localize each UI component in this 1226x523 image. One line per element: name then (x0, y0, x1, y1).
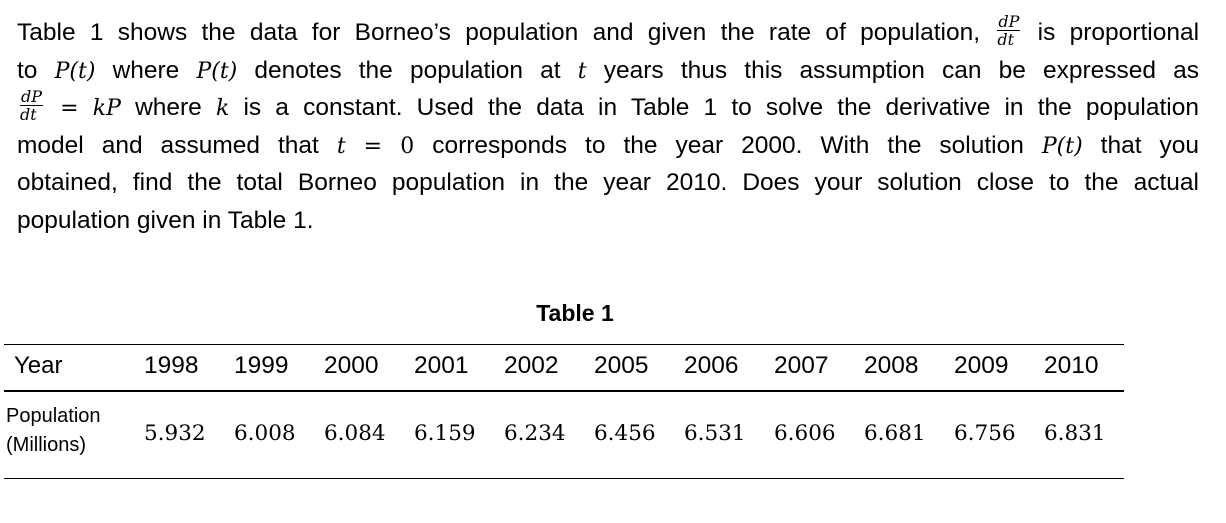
text: where (135, 94, 202, 121)
math-t: t (577, 58, 587, 84)
table-bottom-rule (4, 478, 1124, 479)
math-k: k (215, 96, 230, 121)
population-row (144, 421, 1134, 446)
text: corresponds to the year 2000. With the solution (432, 131, 1024, 159)
fraction-denominator: dt (997, 30, 1015, 50)
population-cell: 6.008 (234, 421, 296, 446)
text: where (112, 56, 180, 84)
year-cell: 2006 (684, 352, 739, 379)
year-row (144, 352, 1134, 380)
population-cell: 6.606 (774, 421, 836, 446)
year-cell: 2001 (414, 352, 469, 379)
table-top-rule (4, 344, 1124, 345)
text: years thus this assumption can be expressed as (603, 56, 1200, 84)
population-label-line: Population (6, 405, 101, 427)
text: is proportional (1037, 19, 1200, 46)
fraction-numerator: dP (998, 12, 1020, 32)
table-caption: Table 1 (536, 300, 614, 326)
population-cell: 6.159 (414, 421, 476, 446)
year-cell: 2007 (774, 352, 829, 379)
population-cell: 6.456 (594, 421, 656, 446)
math-p-of-t: P(t) (54, 58, 96, 84)
math-equals-zero: = 0 (363, 133, 415, 159)
year-cell: 2008 (864, 352, 919, 379)
text: to (17, 56, 38, 84)
year-cell: 2010 (1044, 352, 1099, 379)
line-5: obtained, find the total Borneo population in the year 2010. Does your solution close to the actual (17, 169, 1199, 196)
problem-statement (17, 14, 1199, 239)
math-p-of-t: P(t) (1041, 133, 1083, 159)
derivative-fraction (20, 88, 43, 123)
text: denotes the population at (254, 56, 561, 84)
text: that you (1100, 131, 1200, 159)
year-cell: 1999 (234, 352, 289, 379)
year-cell: 2002 (504, 352, 559, 379)
math-equals: = (60, 96, 79, 121)
population-cell: 6.681 (864, 421, 926, 446)
equation (337, 132, 414, 159)
text: model and assumed that (17, 131, 319, 159)
year-cell: 2009 (954, 352, 1009, 379)
year-cell: 2005 (594, 352, 649, 379)
table-header-rule (4, 390, 1124, 392)
line-1 (17, 14, 1199, 52)
line-3 (17, 89, 1199, 127)
math-kp: kP (92, 96, 121, 121)
fraction-numerator: dP (21, 87, 43, 107)
line-2 (17, 52, 1199, 90)
population-cell: 6.234 (504, 421, 566, 446)
line-6: population given in Table 1. (17, 206, 314, 234)
population-row-label (6, 402, 101, 460)
equation (17, 87, 135, 125)
population-cell: 6.831 (1044, 421, 1106, 446)
year-row-label: Year (14, 352, 63, 379)
year-cell: 2000 (324, 352, 379, 379)
population-units-line: (Millions) (6, 434, 86, 456)
population-cell: 5.932 (144, 421, 206, 446)
math-t: t (336, 133, 346, 159)
line-4 (17, 127, 1199, 165)
text: Table 1 shows the data for Borneo’s population and given the rate of population, (17, 19, 981, 46)
fraction-denominator: dt (20, 105, 37, 125)
derivative-fraction (997, 13, 1020, 48)
population-cell: 6.531 (684, 421, 746, 446)
text: is a constant. Used the data in Table 1 to solve the derivative in the population (243, 94, 1199, 121)
math-p-of-t: P(t) (196, 58, 238, 84)
year-cell: 1998 (144, 352, 199, 379)
population-cell: 6.756 (954, 421, 1016, 446)
population-cell: 6.084 (324, 421, 386, 446)
